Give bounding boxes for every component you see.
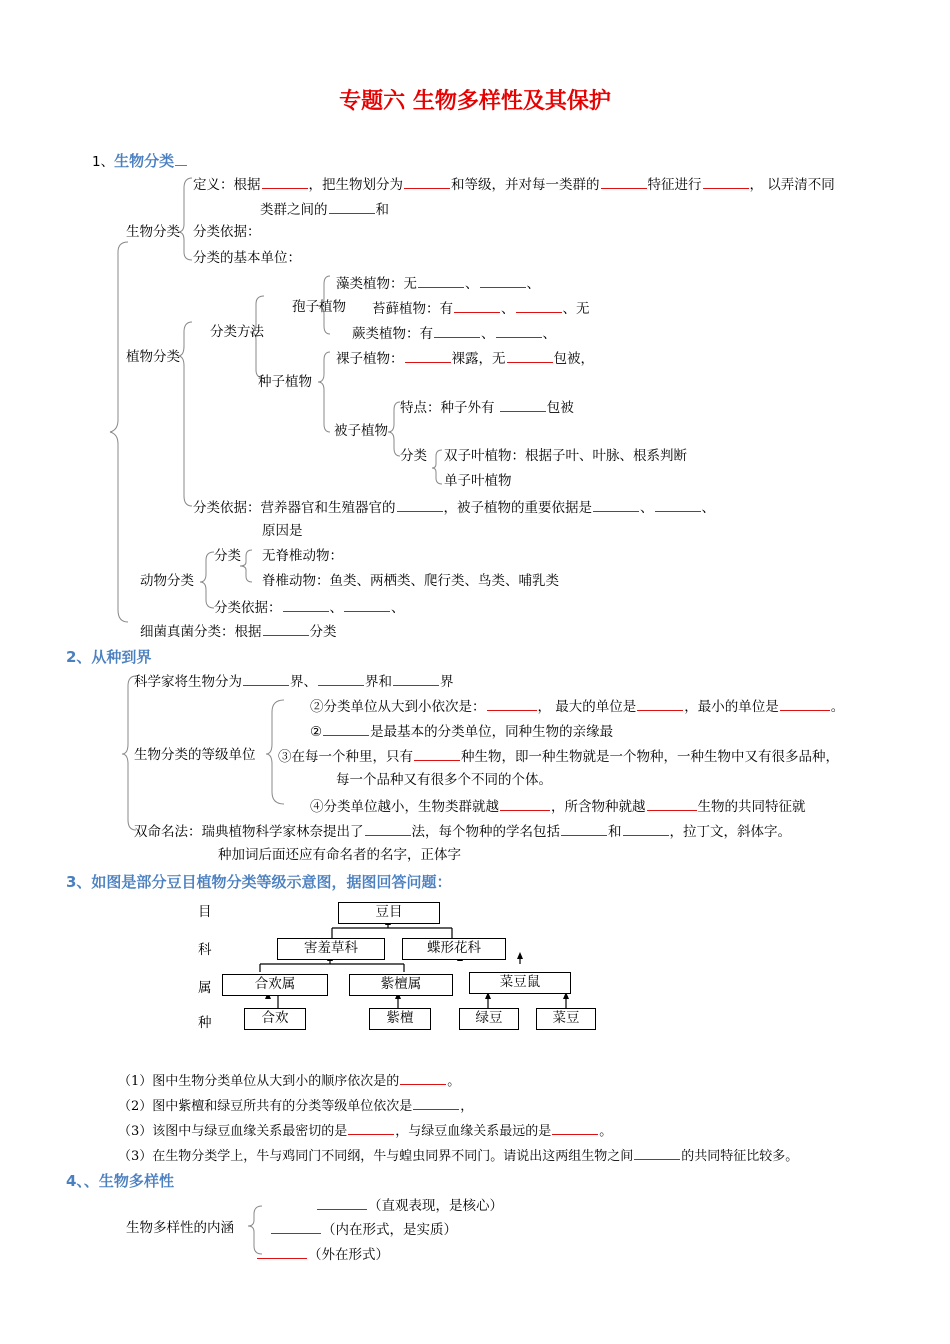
text: ，最小的单位是 — [684, 699, 779, 715]
answer-blank[interactable] — [418, 274, 464, 288]
meaning-line-1 — [316, 1196, 503, 1214]
rank-label: 生物分类的等级单位 — [134, 747, 256, 763]
moss-line — [372, 299, 590, 317]
answer-blank[interactable] — [500, 398, 546, 412]
algae-line — [336, 274, 540, 292]
text: ，被子植物的重要依据是 — [443, 500, 592, 516]
text: 双命名法：瑞典植物科学家林奈提出了 — [134, 824, 364, 840]
rank-line-3b: 每一个品种又有很多个不同的个体。 — [336, 772, 552, 788]
kingdom-line — [134, 672, 454, 690]
text: 界、 — [290, 674, 317, 690]
text: ，把生物划分为 — [308, 177, 403, 193]
answer-blank[interactable] — [404, 175, 450, 189]
answer-blank[interactable] — [323, 722, 369, 736]
text: 分类 — [309, 624, 337, 640]
rank-line-1 — [310, 697, 844, 715]
text: 包被， — [553, 351, 594, 367]
text: （2）图中紫檀和绿豆所共有的分类等级单位依次是 — [118, 1099, 413, 1114]
answer-blank[interactable] — [365, 822, 411, 836]
section-title: 生物分类 — [114, 152, 175, 170]
species-box-2: 紫檀 — [369, 1008, 431, 1030]
answer-blank[interactable] — [397, 498, 443, 512]
text: ， 以弄清不同 — [749, 177, 835, 193]
monocot-line: 单子叶植物 — [444, 473, 512, 489]
answer-blank[interactable] — [434, 324, 480, 338]
text: 定义：根据 — [193, 177, 261, 193]
level-species: 种 — [198, 1015, 212, 1031]
binomial-line-2: 种加词后面还应有命名者的名字，正体字 — [218, 847, 461, 863]
answer-blank[interactable] — [243, 672, 289, 686]
feature-line — [400, 398, 574, 416]
text: 、 — [501, 301, 515, 317]
text: （内在形式，是实质） — [322, 1222, 457, 1238]
rank-line-2 — [310, 722, 613, 740]
text: 、 — [526, 276, 540, 292]
reason-label: 原因是 — [262, 523, 303, 539]
answer-blank[interactable] — [487, 697, 537, 711]
answer-blank[interactable] — [601, 175, 647, 189]
answer-blank[interactable] — [647, 797, 697, 811]
text: 、 — [329, 600, 343, 616]
text: （直观表现，是核心） — [368, 1198, 503, 1214]
answer-blank[interactable] — [413, 1096, 459, 1110]
species-box-4: 菜豆 — [536, 1008, 596, 1030]
level-order: 目 — [198, 904, 212, 920]
text: 、 — [465, 276, 479, 292]
unit-label: 分类的基本单位： — [193, 250, 301, 266]
level-genus: 属 — [198, 980, 212, 996]
answer-blank[interactable] — [703, 175, 749, 189]
text: 、 — [701, 500, 715, 516]
answer-blank[interactable] — [317, 1196, 367, 1210]
invert-line: 无脊椎动物： — [262, 548, 343, 564]
text: 、 — [391, 600, 405, 616]
text: 种生物，即一种生物就是一个物种，一种生物中又有很多品种， — [461, 749, 839, 765]
fenlei-label: 分类 — [400, 448, 427, 464]
answer-blank[interactable] — [344, 598, 390, 612]
question-4 — [118, 1146, 798, 1165]
answer-blank[interactable] — [552, 1121, 598, 1135]
answer-blank[interactable] — [637, 697, 683, 711]
text: 。 — [599, 1124, 613, 1139]
answer-blank[interactable] — [623, 822, 669, 836]
answer-blank[interactable] — [414, 747, 460, 761]
angio-label: 被子植物 — [334, 423, 388, 439]
answer-blank[interactable] — [516, 299, 562, 313]
method-label: 分类方法 — [210, 324, 264, 340]
text: 特点：种子外有 — [400, 400, 495, 416]
text: 生物的共同特征就 — [697, 799, 806, 815]
text: 科学家将生物分为 — [134, 674, 242, 690]
animal-class-label: 动物分类 — [140, 573, 194, 589]
text: 分类依据： — [214, 600, 282, 616]
text: 和等级，并对每一类群的 — [451, 177, 600, 193]
section-4-heading: 4、、生物多样性 — [66, 1172, 174, 1190]
animal-fenlei-label: 分类 — [214, 548, 241, 564]
answer-blank[interactable] — [262, 175, 308, 189]
text: 法，每个物种的学名包括 — [411, 824, 560, 840]
genus-box-1: 合欢属 — [222, 974, 328, 996]
answer-blank[interactable] — [496, 324, 542, 338]
text: 。 — [447, 1074, 461, 1089]
answer-blank[interactable] — [318, 672, 364, 686]
answer-blank[interactable] — [593, 498, 639, 512]
vert-line: 脊椎动物：鱼类、两栖类、爬行类、鸟类、哺乳类 — [262, 573, 559, 589]
answer-blank[interactable] — [405, 349, 451, 363]
meaning-line-2 — [270, 1220, 457, 1238]
question-3 — [118, 1121, 612, 1140]
section-number: 1、 — [92, 154, 115, 170]
answer-blank[interactable] — [271, 1220, 321, 1234]
text: 苔藓植物：有 — [372, 301, 453, 317]
text: 界和 — [365, 674, 392, 690]
text: ④分类单位越小，生物类群就越 — [310, 799, 499, 815]
text: 的共同特征比较多。 — [681, 1149, 799, 1164]
answer-blank[interactable] — [329, 200, 375, 214]
text: （1）图中生物分类单位从大到小的顺序依次是的 — [118, 1074, 400, 1089]
section-1-heading — [92, 150, 188, 171]
text: ， — [460, 1099, 474, 1114]
text: ②分类单位从大到小依次是： — [310, 699, 486, 715]
section-3-heading: 3、如图是部分豆目植物分类等级示意图，据图回答问题： — [66, 873, 452, 891]
text: 。 — [830, 699, 845, 715]
text: 、 — [542, 326, 556, 342]
plant-basis-line — [193, 498, 715, 516]
section-2-heading: 2、从种到界 — [66, 648, 152, 666]
answer-blank[interactable] — [400, 1071, 446, 1085]
answer-blank[interactable] — [454, 299, 500, 313]
definition-line-2 — [260, 200, 389, 218]
family-box-1: 害羞草科 — [277, 938, 385, 960]
text: 藻类植物：无 — [336, 276, 417, 292]
text: 裸露，无 — [451, 351, 506, 367]
answer-blank[interactable] — [500, 797, 550, 811]
question-2 — [118, 1096, 473, 1115]
text: 蕨类植物：有 — [352, 326, 433, 342]
species-box-1: 合欢 — [244, 1008, 306, 1030]
order-box: 豆目 — [338, 902, 440, 924]
text: 、 — [640, 500, 654, 516]
genus-box-2: 紫檀属 — [349, 974, 453, 996]
text: 裸子植物： — [336, 351, 404, 367]
text: （3）该图中与绿豆血缘关系最密切的是 — [118, 1124, 348, 1139]
question-1 — [118, 1071, 460, 1090]
meaning-label: 生物多样性的内涵 — [126, 1220, 234, 1236]
page-title: 专题六 生物多样性及其保护 — [339, 89, 611, 114]
text: 特征进行 — [647, 177, 702, 193]
genus-box-3: 菜豆鼠 — [469, 972, 571, 994]
text: 类群之间的 — [260, 202, 328, 218]
plant-class-label: 植物分类 — [126, 349, 180, 365]
spore-label: 孢子植物 — [292, 299, 346, 315]
text: 和 — [608, 824, 622, 840]
binomial-line — [134, 822, 791, 840]
basis-label: 分类依据： — [193, 224, 261, 240]
answer-blank[interactable] — [780, 697, 830, 711]
text: ② — [310, 724, 323, 740]
fern-line — [352, 324, 556, 342]
fungi-line — [140, 622, 337, 640]
answer-blank[interactable] — [655, 498, 701, 512]
answer-blank[interactable] — [507, 349, 553, 363]
answer-blank[interactable] — [561, 822, 607, 836]
text: 、无 — [562, 301, 590, 317]
answer-blank[interactable] — [480, 274, 526, 288]
answer-blank[interactable] — [283, 598, 329, 612]
level-family: 科 — [198, 942, 212, 958]
species-box-3: 绿豆 — [459, 1008, 519, 1030]
dicot-line: 双子叶植物：根据子叶、叶脉、根系判断 — [444, 448, 687, 464]
text: （外在形式） — [308, 1247, 389, 1263]
answer-blank[interactable] — [393, 672, 439, 686]
text: （3）在生物分类学上，牛与鸡同门不同纲，牛与蝗虫同界不同门。请说出这两组生物之间 — [118, 1149, 634, 1164]
animal-basis-line — [214, 598, 405, 616]
text: 、 — [481, 326, 495, 342]
text: ，所含物种就越 — [551, 799, 646, 815]
answer-blank[interactable] — [257, 1245, 307, 1259]
answer-blank[interactable] — [175, 152, 187, 166]
family-box-2: 蝶形花科 — [402, 938, 506, 960]
gymno-line — [336, 349, 594, 367]
text: 是最基本的分类单位，同种生物的亲缘最 — [370, 724, 614, 740]
text: 界 — [440, 674, 454, 690]
text: ，拉丁文，斜体字。 — [669, 824, 791, 840]
text: ， 最大的单位是 — [537, 699, 637, 715]
bio-class-label: 生物分类 — [126, 224, 180, 240]
definition-line — [193, 175, 835, 193]
text: 细菌真菌分类：根据 — [140, 624, 262, 640]
text: 分类依据：营养器官和生殖器官的 — [193, 500, 396, 516]
meaning-line-3 — [256, 1245, 389, 1263]
rank-line-3 — [278, 747, 839, 765]
text: 包被 — [546, 400, 574, 416]
rank-line-4 — [310, 797, 806, 815]
text: ③在每一个种里，只有 — [278, 749, 413, 765]
answer-blank[interactable] — [263, 622, 309, 636]
text: ，与绿豆血缘关系最远的是 — [395, 1124, 552, 1139]
seed-label: 种子植物 — [258, 374, 312, 390]
text: 和 — [375, 202, 389, 218]
answer-blank[interactable] — [634, 1146, 680, 1160]
answer-blank[interactable] — [348, 1121, 394, 1135]
